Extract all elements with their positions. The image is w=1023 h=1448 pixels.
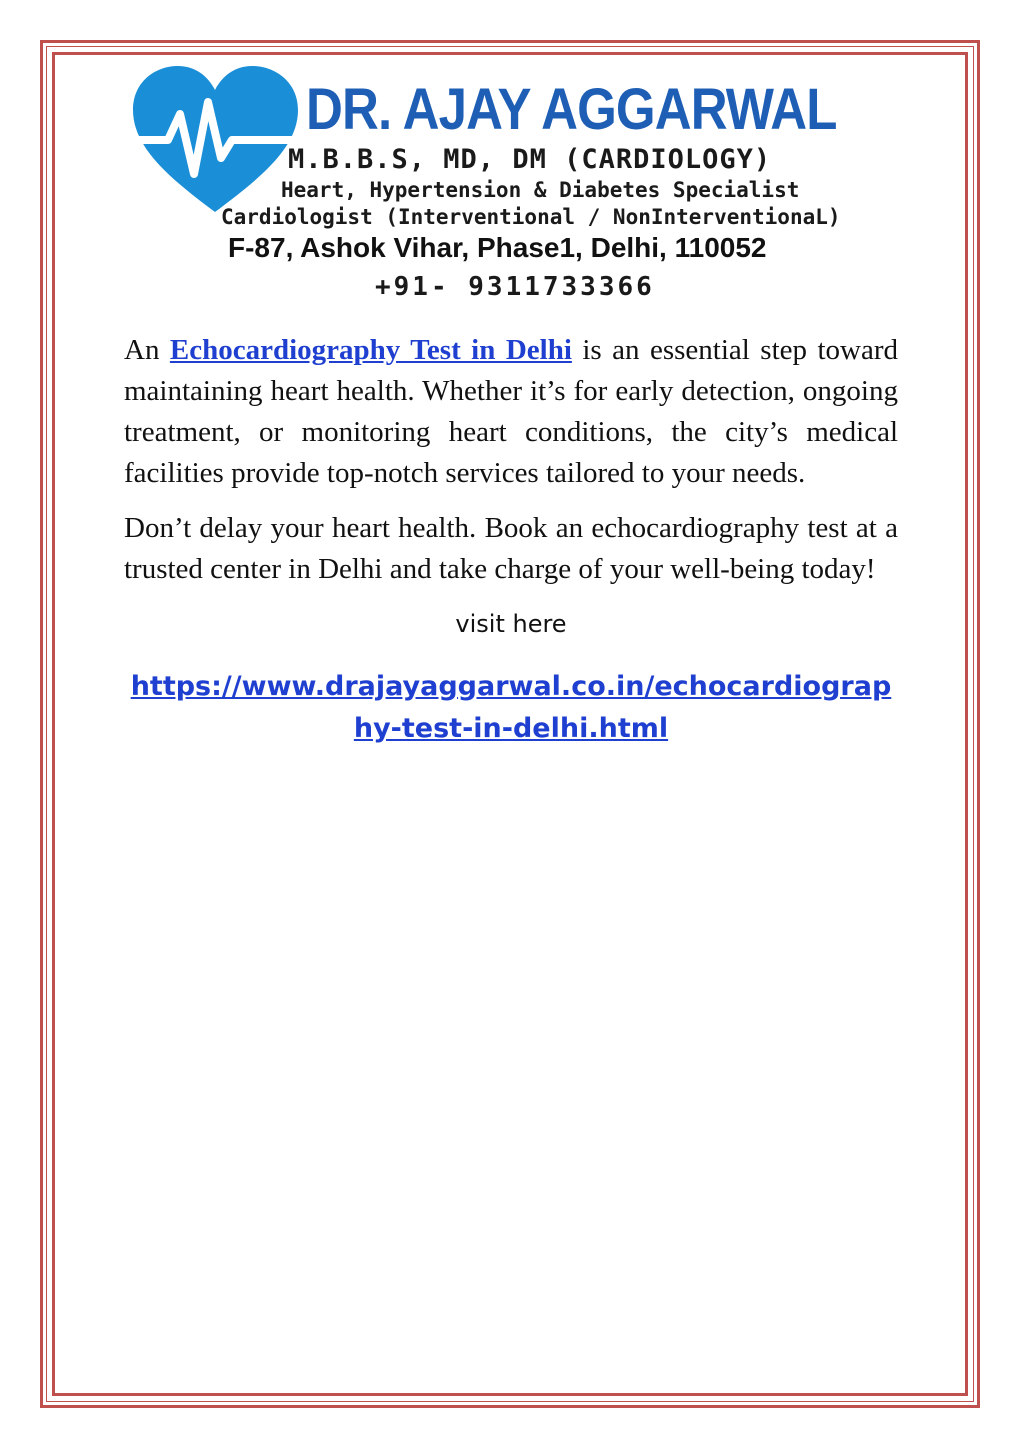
doctor-specialty: Heart, Hypertension & Diabetes Specialist [281,178,800,202]
visit-label: visit here [455,610,567,638]
clinic-address: F-87, Ashok Vihar, Phase1, Delhi, 110052 [228,232,767,263]
website-url-link[interactable]: https://www.drajayaggarwal.co.in/echocardiography-test-in-delhi.html [130,671,892,744]
echocardiography-test-link[interactable]: Echocardiography Test in Delhi [169,334,572,366]
intro-paragraph [124,330,898,494]
main-content [124,330,898,750]
clinic-phone: +91- 9311733366 [375,272,655,302]
call-to-action-paragraph: Don’t delay your heart health. Book an echocardiography test at a trusted center in Delhi and take charge of your well-being today! [124,512,898,585]
heart-pulse-icon [128,62,303,222]
intro-prefix: An [124,334,170,366]
doctor-cardiology-type: Cardiologist (Interventional / NonInterventionaL) [221,205,841,229]
doctor-name: DR. AJAY AGGARWAL [306,77,837,142]
intro-text: is an essential step toward maintaining heart health. Whether it’s for early detection, ongoing treatment, or monitoring heart conditions, the city’s medical facilities provide top-notch services tailored to your needs. [124,334,898,489]
doctor-degrees: M.B.B.S, MD, DM (CARDIOLOGY) [288,144,772,175]
doctor-logo [128,62,908,307]
